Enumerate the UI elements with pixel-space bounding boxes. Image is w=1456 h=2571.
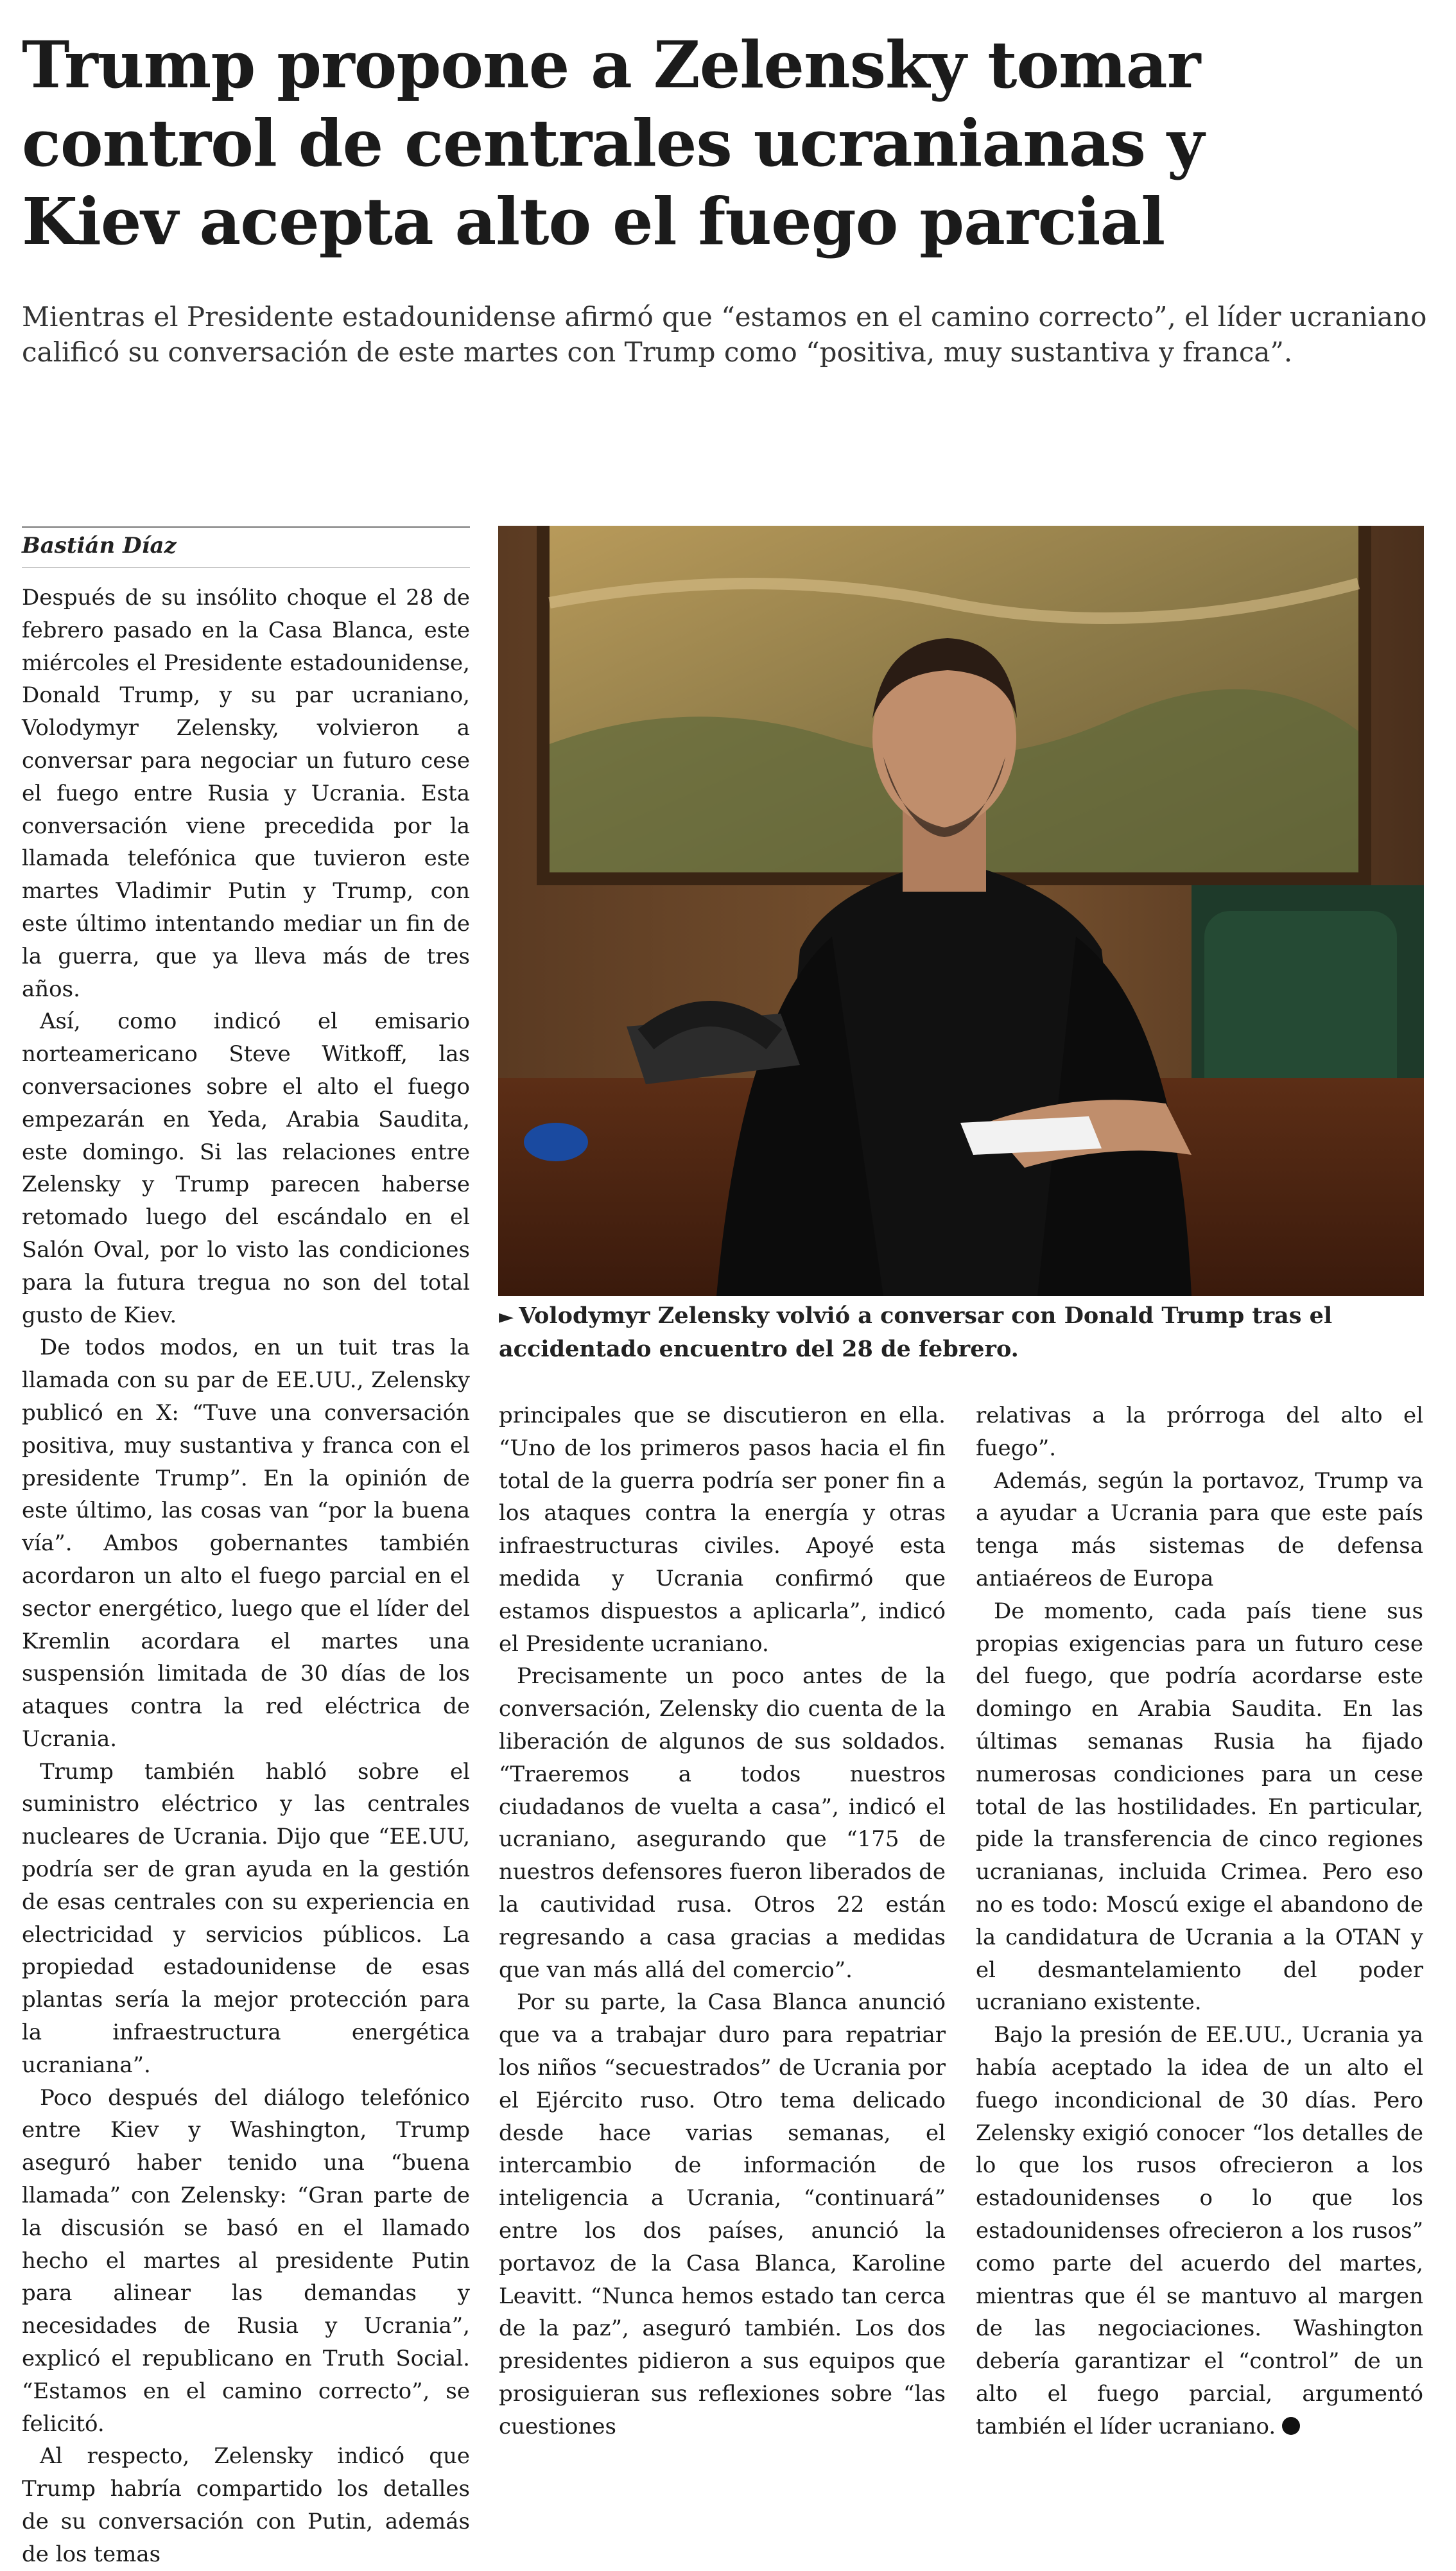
- paragraph: Poco después del diálogo telefónico entre Kiev y Washington, Trump aseguró haber tenido una “buena llamada” con Zelensky: “Gran parte de la discusión se basó en el llamado hecho el martes al presidente Putin para alinear las demandas y necesidades de Rusia y Ucrania”, explicó el republicano en Truth Social. “Estamos en el camino correcto”, se felicitó.: [22, 2084, 470, 2437]
- caption-text: Volodymyr Zelensky volvió a conversar con Donald Trump tras el accidentado encuentro del 28 de febrero.: [499, 1303, 1333, 1362]
- paragraph: Precisamente un poco antes de la conversación, Zelensky dio cuenta de la liberación de algunos de sus soldados. “Traeremos a todos nuestros ciudadanos de vuelta a casa”, indicó el ucraniano, asegurando que “175 de nuestros defensores fueron liberados de la cautividad rusa. Otros 22 están regresando a casa gracias a medidas que van más allá del comercio”.: [499, 1663, 946, 1983]
- headline-line: Kiev acepta alto el fuego parcial: [22, 184, 1165, 259]
- paragraph: Al respecto, Zelensky indicó que Trump habría compartido los detalles de su conversación con Putin, además de los temas: [22, 2443, 470, 2567]
- news-photo: [498, 526, 1424, 1296]
- byline-rule-top: [22, 526, 470, 528]
- paragraph: Después de su insólito choque el 28 de febrero pasado en la Casa Blanca, este miércoles el Presidente estadounidense, Donald Trump, y su par ucraniano, Volodymyr Zelensky, volvieron a conversar para negociar un futuro cese el fuego entre Rusia y Ucrania. Esta conversación viene precedida por la llamada telefónica que tuvieron este martes Vladimir Putin y Trump, con este último intentando mediar un fin de la guerra, que ya lleva más de tres años.: [22, 585, 470, 1002]
- article-column-1: [22, 582, 470, 2571]
- paragraph: relativas a la prórroga del alto el fuego”.: [976, 1403, 1423, 1461]
- paragraph: Además, según la portavoz, Trump va a ayudar a Ucrania para que este país tenga más sistemas de defensa antiaéreos de Europa: [976, 1467, 1423, 1591]
- byline: Bastián Díaz: [22, 533, 177, 558]
- subheadline-line: Mientras el Presidente estadounidense afirmó que “estamos en el camino correcto”, el líder ucraniano: [22, 301, 1427, 333]
- article-column-2: [499, 1399, 946, 2443]
- subheadline: [22, 299, 1434, 370]
- subheadline-line: calificó su conversación de este martes con Trump como “positiva, muy sustantiva y franca”.: [22, 336, 1293, 368]
- paragraph: Así, como indicó el emisario norteamericano Steve Witkoff, las conversaciones sobre el alto el fuego empezarán en Yeda, Arabia Saudita, este domingo. Si las relaciones entre Zelensky y Trump parecen haberse retomado luego del escándalo en el Salón Oval, por lo visto las condiciones para la futura tregua no son del total gusto de Kiev.: [22, 1008, 470, 1328]
- end-of-article-bullet: [1282, 2417, 1300, 2435]
- headline-line: Trump propone a Zelensky tomar: [22, 27, 1200, 103]
- photo-caption: [499, 1300, 1423, 1365]
- paragraph: De todos modos, en un tuit tras la llamada con su par de EE.UU., Zelensky publicó en X: “Tuve una conversación positiva, muy sustantiva y franca con el presidente Trump”. En la opinión de este último, las cosas van “por la buena vía”. Ambos gobernantes también acordaron un alto el fuego parcial en el sector energético, luego que el líder del Kremlin acordara el martes una suspensión limitada de 30 días de los ataques contra la red eléctrica de Ucrania.: [22, 1335, 470, 1752]
- headline-line: control de centrales ucranianas y: [22, 105, 1204, 181]
- paragraph-text: Bajo la presión de EE.UU., Ucrania ya había aceptado la idea de un alto el fuego incondicional de 30 días. Pero Zelensky exigió conocer “los detalles de lo que los rusos ofrecieron a los estadounidenses o lo que los estadounidenses ofrecieron a los rusos” como parte del acuerdo del martes, mientras que él se mantuvo al margen de las negociaciones. Washington debería garantizar el “control” de un alto el fuego parcial, argumentó también el líder ucraniano.: [976, 2022, 1423, 2439]
- article-column-3: [976, 1399, 1423, 2443]
- byline-rule-bottom: [22, 567, 470, 568]
- paragraph: principales que se discutieron en ella. “Uno de los primeros pasos hacia el fin total de la guerra podría ser poner fin a los ataques contra la energía y otras infraestructuras civiles. Apoyé esta medida y Ucrania confirmó que estamos dispuestos a aplicarla”, indicó el Presidente ucraniano.: [499, 1403, 946, 1657]
- paragraph: Por su parte, la Casa Blanca anunció que va a trabajar duro para repatriar los niños “secuestrados” de Ucrania por el Ejército ruso. Otro tema delicado desde hace varias semanas, el intercambio de información de inteligencia a Ucrania, “continuará” entre los dos países, anunció la portavoz de la Casa Blanca, Karoline Leavitt. “Nunca hemos estado tan cerca de la paz”, aseguró también. Los dos presidentes pidieron a sus equipos que prosiguieran sus reflexiones sobre “las cuestiones: [499, 1989, 946, 2439]
- paragraph: Trump también habló sobre el suministro eléctrico y las centrales nucleares de Ucrania. Dijo que “EE.UU, podría ser de gran ayuda en la gestión de esas centrales con su experiencia en electricidad y servicios públicos. La propiedad estadounidense de esas plantas sería la mejor protección para la infraestructura energética ucraniana”.: [22, 1758, 470, 2078]
- paragraph: [976, 2019, 1423, 2443]
- photo-illustration: [498, 526, 1424, 1296]
- headline: [22, 26, 1434, 261]
- paragraph: De momento, cada país tiene sus propias exigencias para un futuro cese del fuego, que podría acordarse este domingo en Arabia Saudita. En las últimas semanas Rusia ha fijado numerosas condiciones para un cese total de las hostilidades. En particular, pide la transferencia de cinco regiones ucranianas, incluida Crimea. Pero eso no es todo: Moscú exige el abandono de la candidatura de Ucrania a la OTAN y el desmantelamiento del poder ucraniano existente.: [976, 1598, 1423, 2016]
- caption-marker: ►: [499, 1306, 514, 1328]
